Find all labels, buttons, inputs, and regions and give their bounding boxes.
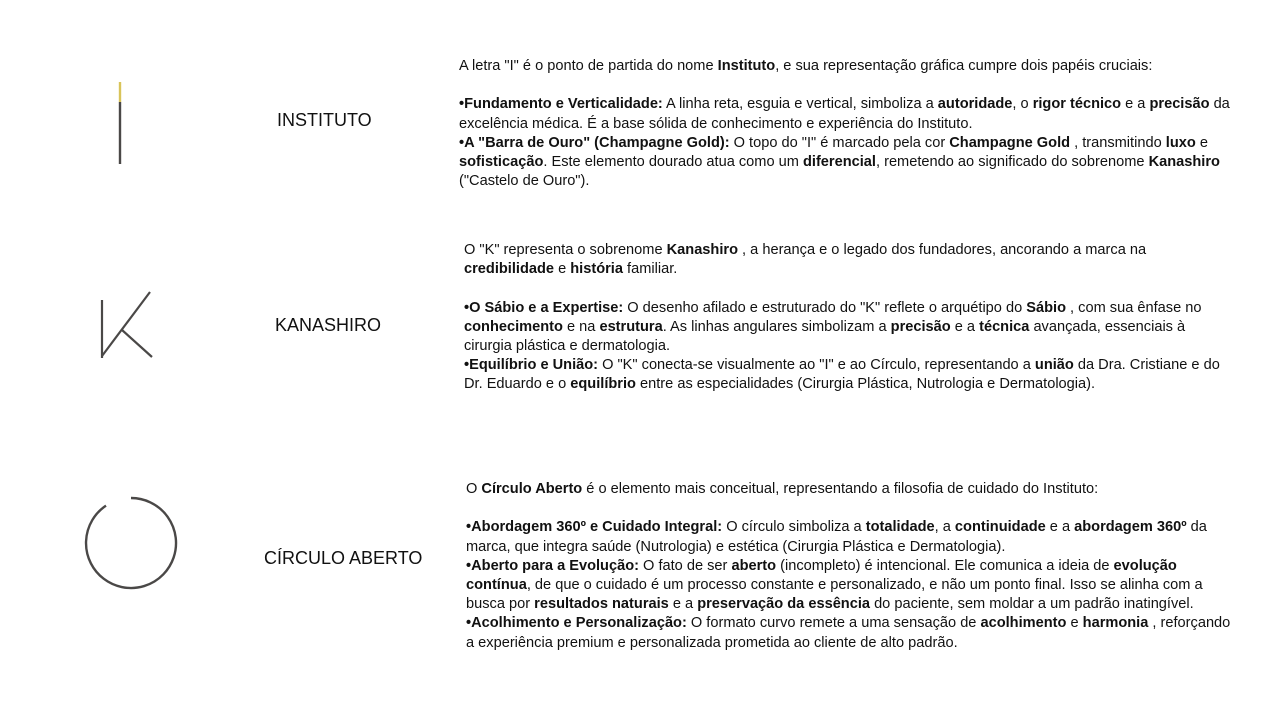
intro-paragraph: [459, 57, 1239, 76]
text-run: , a herança e o legado dos fundadores, ancorando a marca na: [738, 242, 1147, 258]
bullet-paragraph: [466, 518, 1236, 556]
section-description: [464, 241, 1234, 395]
text-run: é o elemento mais conceitual, representando a filosofia de cuidado do Instituto:: [582, 481, 1099, 497]
text-run: , a: [934, 519, 955, 536]
bold-text: totalidade: [865, 519, 935, 536]
bullet-paragraph: [466, 557, 1236, 615]
bold-text: •Equilíbrio e União:: [464, 357, 599, 374]
text-run: da excelência médica. É a base sólida de conhecimento e experiência do Instituto.: [459, 96, 1230, 132]
text-run: e: [1195, 134, 1208, 151]
text-run: O formato curvo remete a uma sensação de: [686, 615, 981, 632]
bold-text: credibilidade: [464, 261, 555, 278]
bold-text: autoridade: [937, 96, 1013, 113]
text-run: , transmitindo: [1070, 134, 1166, 151]
bold-text: história: [570, 261, 623, 278]
text-run: A letra "I" é o ponto de partida do nome: [459, 58, 718, 74]
text-run: do paciente, sem moldar a um padrão inatingível.: [870, 596, 1194, 613]
letter-i-gold-bar-icon: [112, 80, 128, 166]
section-description: [466, 480, 1236, 653]
text-run: , e sua representação gráfica cumpre dois papéis cruciais:: [775, 58, 1153, 74]
bold-text: resultados naturais: [534, 596, 669, 613]
text-run: O círculo simboliza a: [722, 519, 866, 536]
bold-text: Círculo Aberto: [481, 481, 583, 497]
text-run: O topo do "I" é marcado pela cor: [729, 134, 950, 151]
text-run: e: [554, 261, 571, 278]
bullet-paragraph: [459, 95, 1239, 133]
bold-text: rigor técnico: [1032, 96, 1122, 113]
bold-text: Sábio: [1026, 299, 1066, 316]
text-run: e a: [1121, 96, 1150, 113]
text-run: da Dra. Cristiane e do Dr. Eduardo e o: [464, 357, 1220, 393]
text-run: ("Castelo de Ouro").: [459, 173, 590, 190]
bold-text: continuidade: [954, 519, 1046, 536]
text-run: , reforçando a experiência premium e personalizada prometida ao cliente de alto padrão.: [466, 615, 1231, 651]
text-run: , com sua ênfase no: [1066, 299, 1202, 316]
text-run: O "K" representa o sobrenome: [464, 242, 667, 258]
bold-text: diferencial: [802, 154, 876, 170]
bold-text: sofisticação: [459, 154, 544, 170]
bold-text: precisão: [1149, 96, 1210, 113]
intro-paragraph: [464, 241, 1234, 279]
section-label: KANASHIRO: [275, 315, 382, 335]
text-run: entre as especialidades (Cirurgia Plástica, Nutrologia e Dermatologia).: [635, 376, 1096, 393]
text-run: , o: [1012, 96, 1033, 113]
text-run: . As linhas angulares simbolizam a: [662, 318, 891, 335]
bold-text: precisão: [890, 318, 951, 335]
bold-text: Kanashiro: [666, 242, 738, 258]
bold-text: abordagem 360º: [1074, 519, 1187, 536]
bold-text: aberto: [731, 557, 777, 574]
text-run: A linha reta, esguia e vertical, simboliza a: [662, 96, 938, 113]
text-run: (incompleto) é intencional. Ele comunica a ideia de: [776, 557, 1114, 574]
text-run: da marca, que integra saúde (Nutrologia) e estética (Cirurgia Plástica e Dermatologia).: [466, 519, 1207, 555]
intro-paragraph: [466, 480, 1236, 499]
text-run: O "K" conecta-se visualmente ao "I" e ao Círculo, representando a: [598, 357, 1035, 374]
text-run: e a: [668, 596, 698, 613]
bullet-paragraph: [464, 299, 1234, 357]
section-label: INSTITUTO: [277, 110, 372, 130]
open-circle-icon: [80, 492, 182, 594]
bold-text: •Fundamento e Verticalidade:: [459, 96, 663, 113]
text-run: . Este elemento dourado atua como um: [543, 154, 803, 170]
bold-text: Champagne Gold: [949, 134, 1071, 151]
bold-text: •A "Barra de Ouro" (Champagne Gold):: [459, 134, 730, 151]
text-run: O desenho afilado e estruturado do "K" reflete o arquétipo do: [623, 299, 1027, 316]
bold-text: acolhimento: [980, 615, 1067, 632]
bold-text: união: [1034, 357, 1074, 374]
bullet-paragraph: [464, 356, 1234, 394]
letter-k-icon: [96, 288, 156, 362]
bold-text: conhecimento: [464, 318, 563, 335]
bold-text: estrutura: [599, 318, 663, 335]
bold-text: evolução contínua: [466, 557, 1177, 593]
bullet-paragraph: [459, 134, 1239, 192]
text-run: , remetendo ao significado do sobrenome: [875, 154, 1149, 170]
text-run: , de que o cuidado é um processo constante e personalizado, e não um ponto final. Isso se alinha com a busca por: [466, 577, 1203, 613]
text-run: e a: [950, 318, 980, 335]
bold-text: •O Sábio e a Expertise:: [464, 299, 624, 316]
section-description: [459, 57, 1239, 191]
text-run: O fato de ser: [638, 557, 732, 574]
section-label: CÍRCULO ABERTO: [264, 548, 423, 568]
bold-text: •Abordagem 360º e Cuidado Integral:: [466, 519, 723, 536]
bold-text: Instituto: [717, 58, 776, 74]
bold-text: harmonia: [1082, 615, 1149, 632]
text-run: e: [1066, 615, 1083, 632]
bullet-paragraph: [466, 614, 1236, 652]
bold-text: •Aberto para a Evolução:: [466, 557, 639, 574]
bold-text: equilíbrio: [570, 376, 636, 393]
text-run: familiar.: [622, 261, 678, 278]
text-run: O: [466, 481, 482, 497]
bold-text: •Acolhimento e Personalização:: [466, 615, 687, 632]
bold-text: preservação da essência: [697, 596, 871, 613]
bold-text: técnica: [979, 318, 1030, 335]
text-run: avançada, essenciais à cirurgia plástica e dermatologia.: [464, 318, 1186, 354]
text-run: e a: [1045, 519, 1075, 536]
bold-text: luxo: [1165, 134, 1196, 151]
text-run: e na: [562, 318, 600, 335]
bold-text: Kanashiro: [1148, 154, 1220, 170]
